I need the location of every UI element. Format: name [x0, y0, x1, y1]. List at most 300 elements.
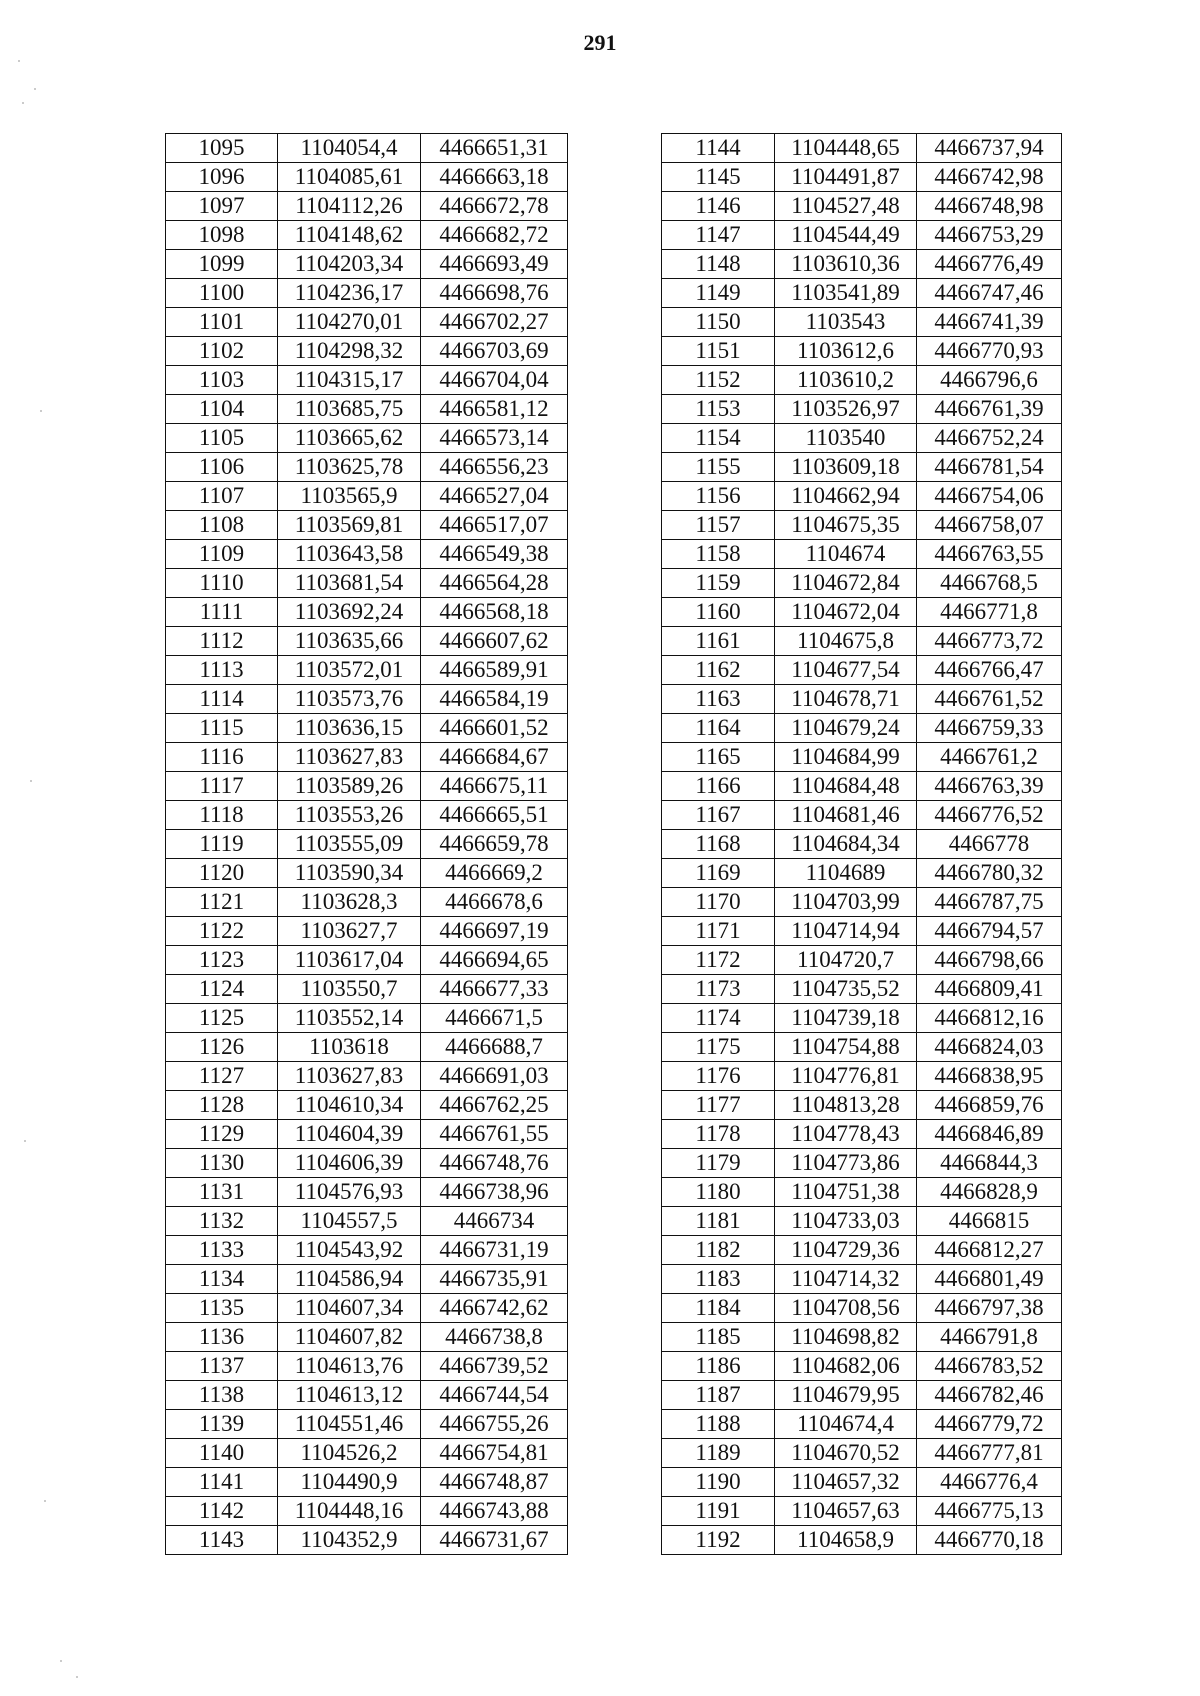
point-number-cell: 1104	[166, 395, 278, 424]
y-coordinate-cell: 4466684,67	[421, 743, 568, 772]
table-row	[166, 134, 568, 163]
table-row	[662, 1149, 1062, 1178]
x-coordinate-cell: 1104720,7	[775, 946, 917, 975]
y-coordinate-cell: 4466776,4	[917, 1468, 1062, 1497]
table-row	[662, 1439, 1062, 1468]
point-number-cell: 1140	[166, 1439, 278, 1468]
table-row	[662, 946, 1062, 975]
x-coordinate-cell: 1103526,97	[775, 395, 917, 424]
point-number-cell: 1173	[662, 975, 775, 1004]
x-coordinate-cell: 1104751,38	[775, 1178, 917, 1207]
point-number-cell: 1133	[166, 1236, 278, 1265]
y-coordinate-cell: 4466672,78	[421, 192, 568, 221]
y-coordinate-cell: 4466669,2	[421, 859, 568, 888]
y-coordinate-cell: 4466776,49	[917, 250, 1062, 279]
y-coordinate-cell: 4466742,62	[421, 1294, 568, 1323]
point-number-cell: 1146	[662, 192, 775, 221]
y-coordinate-cell: 4466671,5	[421, 1004, 568, 1033]
x-coordinate-cell: 1104733,03	[775, 1207, 917, 1236]
y-coordinate-cell: 4466584,19	[421, 685, 568, 714]
table-row	[166, 1497, 568, 1526]
table-row	[166, 1091, 568, 1120]
y-coordinate-cell: 4466761,2	[917, 743, 1062, 772]
point-number-cell: 1107	[166, 482, 278, 511]
table-row	[662, 917, 1062, 946]
x-coordinate-cell: 1104778,43	[775, 1120, 917, 1149]
y-coordinate-cell: 4466828,9	[917, 1178, 1062, 1207]
x-coordinate-cell: 1104698,82	[775, 1323, 917, 1352]
x-coordinate-cell: 1104678,71	[775, 685, 917, 714]
table-row	[166, 250, 568, 279]
point-number-cell: 1121	[166, 888, 278, 917]
point-number-cell: 1168	[662, 830, 775, 859]
x-coordinate-cell: 1104557,5	[278, 1207, 421, 1236]
y-coordinate-cell: 4466659,78	[421, 830, 568, 859]
y-coordinate-cell: 4466780,32	[917, 859, 1062, 888]
point-number-cell: 1142	[166, 1497, 278, 1526]
point-number-cell: 1135	[166, 1294, 278, 1323]
y-coordinate-cell: 4466759,33	[917, 714, 1062, 743]
point-number-cell: 1155	[662, 453, 775, 482]
point-number-cell: 1134	[166, 1265, 278, 1294]
x-coordinate-cell: 1104526,2	[278, 1439, 421, 1468]
point-number-cell: 1161	[662, 627, 775, 656]
table-row	[166, 1207, 568, 1236]
point-number-cell: 1171	[662, 917, 775, 946]
y-coordinate-cell: 4466773,72	[917, 627, 1062, 656]
y-coordinate-cell: 4466815	[917, 1207, 1062, 1236]
y-coordinate-cell: 4466779,72	[917, 1410, 1062, 1439]
x-coordinate-cell: 1104682,06	[775, 1352, 917, 1381]
point-number-cell: 1118	[166, 801, 278, 830]
y-coordinate-cell: 4466735,91	[421, 1265, 568, 1294]
x-coordinate-cell: 1104672,84	[775, 569, 917, 598]
x-coordinate-cell: 1104675,8	[775, 627, 917, 656]
point-number-cell: 1124	[166, 975, 278, 1004]
table-row	[662, 1004, 1062, 1033]
y-coordinate-cell: 4466771,8	[917, 598, 1062, 627]
x-coordinate-cell: 1103609,18	[775, 453, 917, 482]
point-number-cell: 1127	[166, 1062, 278, 1091]
table-row	[662, 482, 1062, 511]
point-number-cell: 1137	[166, 1352, 278, 1381]
x-coordinate-cell: 1104714,94	[775, 917, 917, 946]
table-row	[166, 975, 568, 1004]
point-number-cell: 1105	[166, 424, 278, 453]
x-coordinate-cell: 1103565,9	[278, 482, 421, 511]
y-coordinate-cell: 4466777,81	[917, 1439, 1062, 1468]
point-number-cell: 1102	[166, 337, 278, 366]
y-coordinate-cell: 4466768,5	[917, 569, 1062, 598]
x-coordinate-cell: 1104448,16	[278, 1497, 421, 1526]
x-coordinate-cell: 1104681,46	[775, 801, 917, 830]
x-coordinate-cell: 1104315,17	[278, 366, 421, 395]
y-coordinate-cell: 4466770,18	[917, 1526, 1062, 1555]
table-row	[166, 1178, 568, 1207]
x-coordinate-cell: 1104739,18	[775, 1004, 917, 1033]
table-row	[662, 192, 1062, 221]
x-coordinate-cell: 1103540	[775, 424, 917, 453]
y-coordinate-cell: 4466738,96	[421, 1178, 568, 1207]
table-row	[662, 395, 1062, 424]
table-row	[166, 1062, 568, 1091]
table-row	[662, 1497, 1062, 1526]
y-coordinate-cell: 4466564,28	[421, 569, 568, 598]
y-coordinate-cell: 4466844,3	[917, 1149, 1062, 1178]
table-row	[662, 685, 1062, 714]
point-number-cell: 1103	[166, 366, 278, 395]
table-row	[662, 975, 1062, 1004]
point-number-cell: 1129	[166, 1120, 278, 1149]
table-row	[662, 1410, 1062, 1439]
y-coordinate-cell: 4466809,41	[917, 975, 1062, 1004]
x-coordinate-cell: 1103610,2	[775, 366, 917, 395]
x-coordinate-cell: 1104203,34	[278, 250, 421, 279]
y-coordinate-cell: 4466762,25	[421, 1091, 568, 1120]
x-coordinate-cell: 1104085,61	[278, 163, 421, 192]
table-row	[166, 1004, 568, 1033]
x-coordinate-cell: 1103627,83	[278, 1062, 421, 1091]
y-coordinate-cell: 4466678,6	[421, 888, 568, 917]
point-number-cell: 1162	[662, 656, 775, 685]
table-row	[166, 772, 568, 801]
point-number-cell: 1114	[166, 685, 278, 714]
table-row	[166, 888, 568, 917]
x-coordinate-cell: 1104684,34	[775, 830, 917, 859]
table-row	[166, 1323, 568, 1352]
y-coordinate-cell: 4466761,55	[421, 1120, 568, 1149]
y-coordinate-cell: 4466688,7	[421, 1033, 568, 1062]
x-coordinate-cell: 1104604,39	[278, 1120, 421, 1149]
x-coordinate-cell: 1104491,87	[775, 163, 917, 192]
x-coordinate-cell: 1104527,48	[775, 192, 917, 221]
table-row	[662, 540, 1062, 569]
table-row	[662, 1526, 1062, 1555]
point-number-cell: 1172	[662, 946, 775, 975]
y-coordinate-cell: 4466796,6	[917, 366, 1062, 395]
x-coordinate-cell: 1104551,46	[278, 1410, 421, 1439]
y-coordinate-cell: 4466766,47	[917, 656, 1062, 685]
point-number-cell: 1132	[166, 1207, 278, 1236]
y-coordinate-cell: 4466747,46	[917, 279, 1062, 308]
table-row	[166, 337, 568, 366]
x-coordinate-cell: 1104735,52	[775, 975, 917, 1004]
table-row	[662, 366, 1062, 395]
table-row	[662, 221, 1062, 250]
point-number-cell: 1159	[662, 569, 775, 598]
y-coordinate-cell: 4466651,31	[421, 134, 568, 163]
x-coordinate-cell: 1104776,81	[775, 1062, 917, 1091]
x-coordinate-cell: 1103589,26	[278, 772, 421, 801]
x-coordinate-cell: 1103573,76	[278, 685, 421, 714]
y-coordinate-cell: 4466573,14	[421, 424, 568, 453]
point-number-cell: 1101	[166, 308, 278, 337]
coordinates-table-right	[661, 133, 1062, 1555]
x-coordinate-cell: 1104054,4	[278, 134, 421, 163]
x-coordinate-cell: 1103612,6	[775, 337, 917, 366]
point-number-cell: 1111	[166, 598, 278, 627]
point-number-cell: 1174	[662, 1004, 775, 1033]
y-coordinate-cell: 4466754,06	[917, 482, 1062, 511]
point-number-cell: 1136	[166, 1323, 278, 1352]
table-row	[662, 1294, 1062, 1323]
x-coordinate-cell: 1104298,32	[278, 337, 421, 366]
x-coordinate-cell: 1104613,12	[278, 1381, 421, 1410]
point-number-cell: 1097	[166, 192, 278, 221]
point-number-cell: 1188	[662, 1410, 775, 1439]
point-number-cell: 1185	[662, 1323, 775, 1352]
y-coordinate-cell: 4466694,65	[421, 946, 568, 975]
table-row	[166, 801, 568, 830]
x-coordinate-cell: 1104657,32	[775, 1468, 917, 1497]
point-number-cell: 1122	[166, 917, 278, 946]
point-number-cell: 1096	[166, 163, 278, 192]
y-coordinate-cell: 4466748,76	[421, 1149, 568, 1178]
table-row	[662, 627, 1062, 656]
x-coordinate-cell: 1103685,75	[278, 395, 421, 424]
x-coordinate-cell: 1104607,34	[278, 1294, 421, 1323]
point-number-cell: 1116	[166, 743, 278, 772]
x-coordinate-cell: 1103610,36	[775, 250, 917, 279]
x-coordinate-cell: 1104543,92	[278, 1236, 421, 1265]
table-row	[166, 511, 568, 540]
table-row	[166, 1352, 568, 1381]
x-coordinate-cell: 1104754,88	[775, 1033, 917, 1062]
table-row	[166, 192, 568, 221]
y-coordinate-cell: 4466761,52	[917, 685, 1062, 714]
table-row	[662, 453, 1062, 482]
point-number-cell: 1120	[166, 859, 278, 888]
y-coordinate-cell: 4466549,38	[421, 540, 568, 569]
table-row	[662, 859, 1062, 888]
y-coordinate-cell: 4466812,16	[917, 1004, 1062, 1033]
point-number-cell: 1160	[662, 598, 775, 627]
table-row	[166, 279, 568, 308]
table-row	[662, 1236, 1062, 1265]
x-coordinate-cell: 1103541,89	[775, 279, 917, 308]
x-coordinate-cell: 1103550,7	[278, 975, 421, 1004]
x-coordinate-cell: 1104679,24	[775, 714, 917, 743]
y-coordinate-cell: 4466801,49	[917, 1265, 1062, 1294]
y-coordinate-cell: 4466781,54	[917, 453, 1062, 482]
y-coordinate-cell: 4466791,8	[917, 1323, 1062, 1352]
x-coordinate-cell: 1104670,52	[775, 1439, 917, 1468]
table-row	[662, 424, 1062, 453]
point-number-cell: 1167	[662, 801, 775, 830]
x-coordinate-cell: 1103681,54	[278, 569, 421, 598]
point-number-cell: 1119	[166, 830, 278, 859]
x-coordinate-cell: 1103625,78	[278, 453, 421, 482]
point-number-cell: 1115	[166, 714, 278, 743]
x-coordinate-cell: 1104490,9	[278, 1468, 421, 1497]
y-coordinate-cell: 4466753,29	[917, 221, 1062, 250]
y-coordinate-cell: 4466748,87	[421, 1468, 568, 1497]
y-coordinate-cell: 4466738,8	[421, 1323, 568, 1352]
y-coordinate-cell: 4466743,88	[421, 1497, 568, 1526]
x-coordinate-cell: 1104675,35	[775, 511, 917, 540]
table-row	[166, 946, 568, 975]
y-coordinate-cell: 4466798,66	[917, 946, 1062, 975]
point-number-cell: 1191	[662, 1497, 775, 1526]
x-coordinate-cell: 1104657,63	[775, 1497, 917, 1526]
x-coordinate-cell: 1104674	[775, 540, 917, 569]
point-number-cell: 1126	[166, 1033, 278, 1062]
point-number-cell: 1131	[166, 1178, 278, 1207]
y-coordinate-cell: 4466778	[917, 830, 1062, 859]
table-row	[166, 1120, 568, 1149]
x-coordinate-cell: 1104708,56	[775, 1294, 917, 1323]
y-coordinate-cell: 4466734	[421, 1207, 568, 1236]
x-coordinate-cell: 1103553,26	[278, 801, 421, 830]
y-coordinate-cell: 4466697,19	[421, 917, 568, 946]
y-coordinate-cell: 4466601,52	[421, 714, 568, 743]
x-coordinate-cell: 1103665,62	[278, 424, 421, 453]
y-coordinate-cell: 4466748,98	[917, 192, 1062, 221]
y-coordinate-cell: 4466744,54	[421, 1381, 568, 1410]
x-coordinate-cell: 1104586,94	[278, 1265, 421, 1294]
x-coordinate-cell: 1104662,94	[775, 482, 917, 511]
y-coordinate-cell: 4466675,11	[421, 772, 568, 801]
point-number-cell: 1123	[166, 946, 278, 975]
table-row	[662, 1265, 1062, 1294]
table-row	[166, 1526, 568, 1555]
point-number-cell: 1163	[662, 685, 775, 714]
table-row	[166, 685, 568, 714]
x-coordinate-cell: 1103643,58	[278, 540, 421, 569]
point-number-cell: 1141	[166, 1468, 278, 1497]
x-coordinate-cell: 1104674,4	[775, 1410, 917, 1439]
x-coordinate-cell: 1104703,99	[775, 888, 917, 917]
y-coordinate-cell: 4466741,39	[917, 308, 1062, 337]
y-coordinate-cell: 4466761,39	[917, 395, 1062, 424]
table-row	[662, 656, 1062, 685]
table-row	[166, 1033, 568, 1062]
table-row	[166, 598, 568, 627]
y-coordinate-cell: 4466698,76	[421, 279, 568, 308]
x-coordinate-cell: 1104112,26	[278, 192, 421, 221]
point-number-cell: 1144	[662, 134, 775, 163]
point-number-cell: 1178	[662, 1120, 775, 1149]
table-row	[166, 366, 568, 395]
y-coordinate-cell: 4466663,18	[421, 163, 568, 192]
table-row	[166, 308, 568, 337]
table-row	[662, 250, 1062, 279]
point-number-cell: 1095	[166, 134, 278, 163]
table-row	[662, 1120, 1062, 1149]
table-row	[166, 540, 568, 569]
table-row	[662, 598, 1062, 627]
point-number-cell: 1170	[662, 888, 775, 917]
table-row	[662, 1178, 1062, 1207]
point-number-cell: 1152	[662, 366, 775, 395]
y-coordinate-cell: 4466702,27	[421, 308, 568, 337]
y-coordinate-cell: 4466824,03	[917, 1033, 1062, 1062]
y-coordinate-cell: 4466704,04	[421, 366, 568, 395]
y-coordinate-cell: 4466677,33	[421, 975, 568, 1004]
point-number-cell: 1165	[662, 743, 775, 772]
x-coordinate-cell: 1104729,36	[775, 1236, 917, 1265]
y-coordinate-cell: 4466775,13	[917, 1497, 1062, 1526]
y-coordinate-cell: 4466742,98	[917, 163, 1062, 192]
table-row	[662, 1091, 1062, 1120]
point-number-cell: 1192	[662, 1526, 775, 1555]
x-coordinate-cell: 1104679,95	[775, 1381, 917, 1410]
point-number-cell: 1183	[662, 1265, 775, 1294]
table-row	[662, 163, 1062, 192]
table-row	[166, 743, 568, 772]
x-coordinate-cell: 1103627,83	[278, 743, 421, 772]
point-number-cell: 1148	[662, 250, 775, 279]
x-coordinate-cell: 1104714,32	[775, 1265, 917, 1294]
table-row	[662, 1033, 1062, 1062]
table-row	[662, 1468, 1062, 1497]
y-coordinate-cell: 4466763,55	[917, 540, 1062, 569]
x-coordinate-cell: 1103636,15	[278, 714, 421, 743]
y-coordinate-cell: 4466859,76	[917, 1091, 1062, 1120]
table-row	[166, 1265, 568, 1294]
point-number-cell: 1182	[662, 1236, 775, 1265]
point-number-cell: 1110	[166, 569, 278, 598]
point-number-cell: 1169	[662, 859, 775, 888]
point-number-cell: 1187	[662, 1381, 775, 1410]
point-number-cell: 1151	[662, 337, 775, 366]
table-row	[166, 656, 568, 685]
x-coordinate-cell: 1104613,76	[278, 1352, 421, 1381]
table-row	[166, 1294, 568, 1323]
x-coordinate-cell: 1103627,7	[278, 917, 421, 946]
table-row	[662, 1352, 1062, 1381]
table-row	[166, 1381, 568, 1410]
x-coordinate-cell: 1103628,3	[278, 888, 421, 917]
point-number-cell: 1149	[662, 279, 775, 308]
point-number-cell: 1177	[662, 1091, 775, 1120]
y-coordinate-cell: 4466527,04	[421, 482, 568, 511]
point-number-cell: 1156	[662, 482, 775, 511]
table-row	[662, 308, 1062, 337]
table-row	[662, 772, 1062, 801]
table-row	[662, 511, 1062, 540]
point-number-cell: 1158	[662, 540, 775, 569]
y-coordinate-cell: 4466731,67	[421, 1526, 568, 1555]
table-row	[662, 1381, 1062, 1410]
x-coordinate-cell: 1104813,28	[775, 1091, 917, 1120]
point-number-cell: 1175	[662, 1033, 775, 1062]
x-coordinate-cell: 1104689	[775, 859, 917, 888]
table-row	[662, 569, 1062, 598]
y-coordinate-cell: 4466737,94	[917, 134, 1062, 163]
point-number-cell: 1154	[662, 424, 775, 453]
point-number-cell: 1108	[166, 511, 278, 540]
x-coordinate-cell: 1104448,65	[775, 134, 917, 163]
y-coordinate-cell: 4466758,07	[917, 511, 1062, 540]
table-row	[166, 917, 568, 946]
point-number-cell: 1179	[662, 1149, 775, 1178]
point-number-cell: 1130	[166, 1149, 278, 1178]
point-number-cell: 1190	[662, 1468, 775, 1497]
y-coordinate-cell: 4466556,23	[421, 453, 568, 482]
coordinates-table-left	[165, 133, 568, 1555]
point-number-cell: 1098	[166, 221, 278, 250]
x-coordinate-cell: 1104610,34	[278, 1091, 421, 1120]
x-coordinate-cell: 1103635,66	[278, 627, 421, 656]
x-coordinate-cell: 1103617,04	[278, 946, 421, 975]
x-coordinate-cell: 1104607,82	[278, 1323, 421, 1352]
table-row	[662, 801, 1062, 830]
x-coordinate-cell: 1104148,62	[278, 221, 421, 250]
point-number-cell: 1145	[662, 163, 775, 192]
y-coordinate-cell: 4466691,03	[421, 1062, 568, 1091]
x-coordinate-cell: 1104684,48	[775, 772, 917, 801]
